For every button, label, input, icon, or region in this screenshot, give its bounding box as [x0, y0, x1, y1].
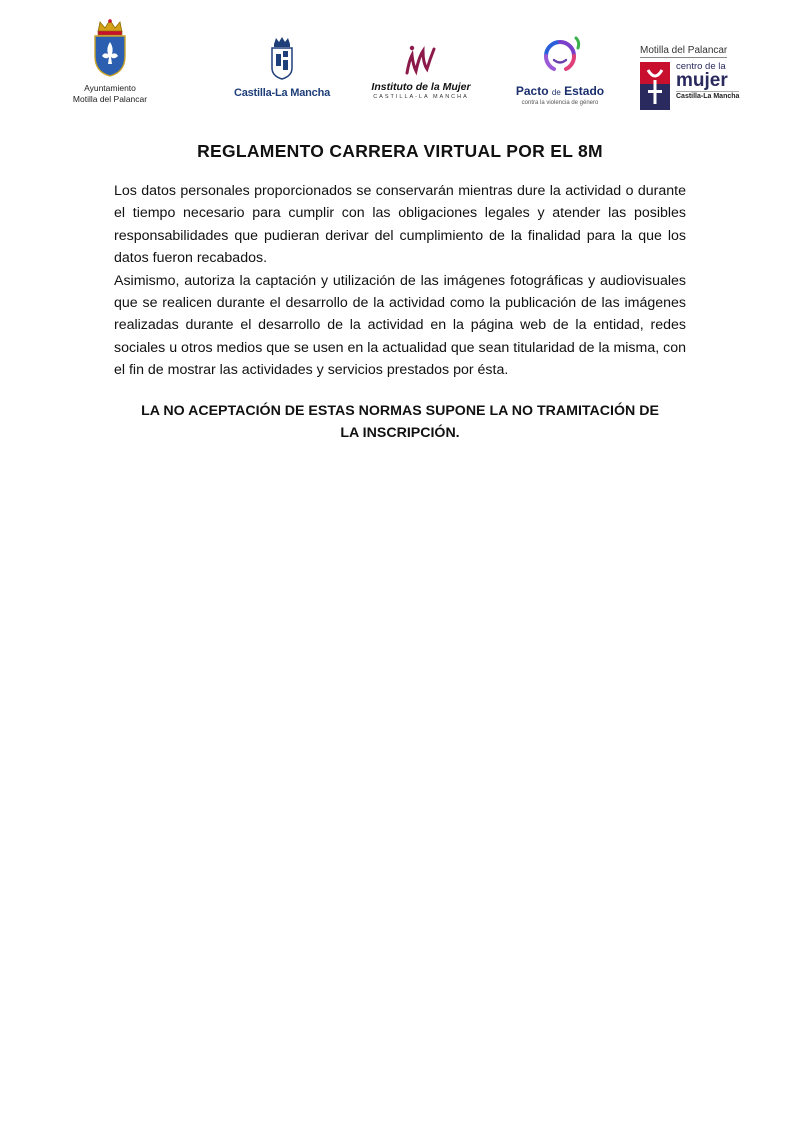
ayuntamiento-logo: [60, 18, 160, 105]
pacto-smile-icon: [532, 32, 588, 80]
centro-town: Motilla del Palancar: [640, 45, 728, 56]
ayuntamiento-line2: Motilla del Palancar: [72, 94, 148, 104]
female-symbol-icon: [640, 62, 670, 110]
pacto-word3: Estado: [564, 84, 605, 98]
instituto-mujer-logo: [366, 43, 476, 101]
castle-crown-icon: [268, 36, 296, 80]
pacto-estado-logo: [510, 32, 610, 107]
centro-line3: Castilla-La Mancha: [676, 93, 740, 100]
pacto-subtitle: contra la violencia de género: [521, 100, 599, 106]
ayuntamiento-line1: Ayuntamiento: [84, 83, 136, 93]
page-title: REGLAMENTO CARRERA VIRTUAL POR EL 8M: [197, 141, 603, 161]
logo-header: [0, 18, 800, 114]
paragraph-image-consent: Asimismo, autoriza la captación y utilización de las imágenes fotográficas y audiovisuales que se realicen durante el desarrollo de la actividad como la publicación de las imágenes realizadas durante el desarrollo de la actividad en la página web de la entidad, redes sociales u otros medios que se usen en la actualidad que sean titularidad de la misma, con el fin de mostrar las actividades y servicios prestados por ésta.: [114, 272, 686, 379]
castilla-la-mancha-logo: [232, 36, 332, 99]
centro-line1: centro de la: [676, 61, 726, 72]
centro-line2: mujer: [676, 70, 728, 91]
pacto-word1: Pacto: [515, 84, 549, 98]
coat-of-arms-icon: [90, 18, 130, 78]
pacto-word2: de: [551, 88, 561, 97]
centro-mujer-logo: [640, 40, 760, 110]
paragraph-retention: Los datos personales proporcionados se conservarán mientras dure la actividad o durante el tiempo necesario para cumplir con las obligaciones legales y atender las posibles responsabilidades que pudieran derivar del cumplimiento de la finalidad para la que los datos fueron recabados.: [114, 183, 686, 267]
instituto-line2: CASTILLA-LA MANCHA: [373, 94, 469, 100]
pacto-title: [510, 85, 610, 99]
instituto-line1: Instituto de la Mujer: [371, 81, 471, 93]
acceptance-notice: LA NO ACEPTACIÓN DE ESTAS NORMAS SUPONE LA NO TRAMITACIÓN DE LA INSCRIPCIÓN.: [141, 403, 659, 442]
instituto-m-icon: [401, 43, 441, 77]
castilla-caption: Castilla-La Mancha: [233, 87, 331, 99]
document-body: [114, 180, 686, 382]
